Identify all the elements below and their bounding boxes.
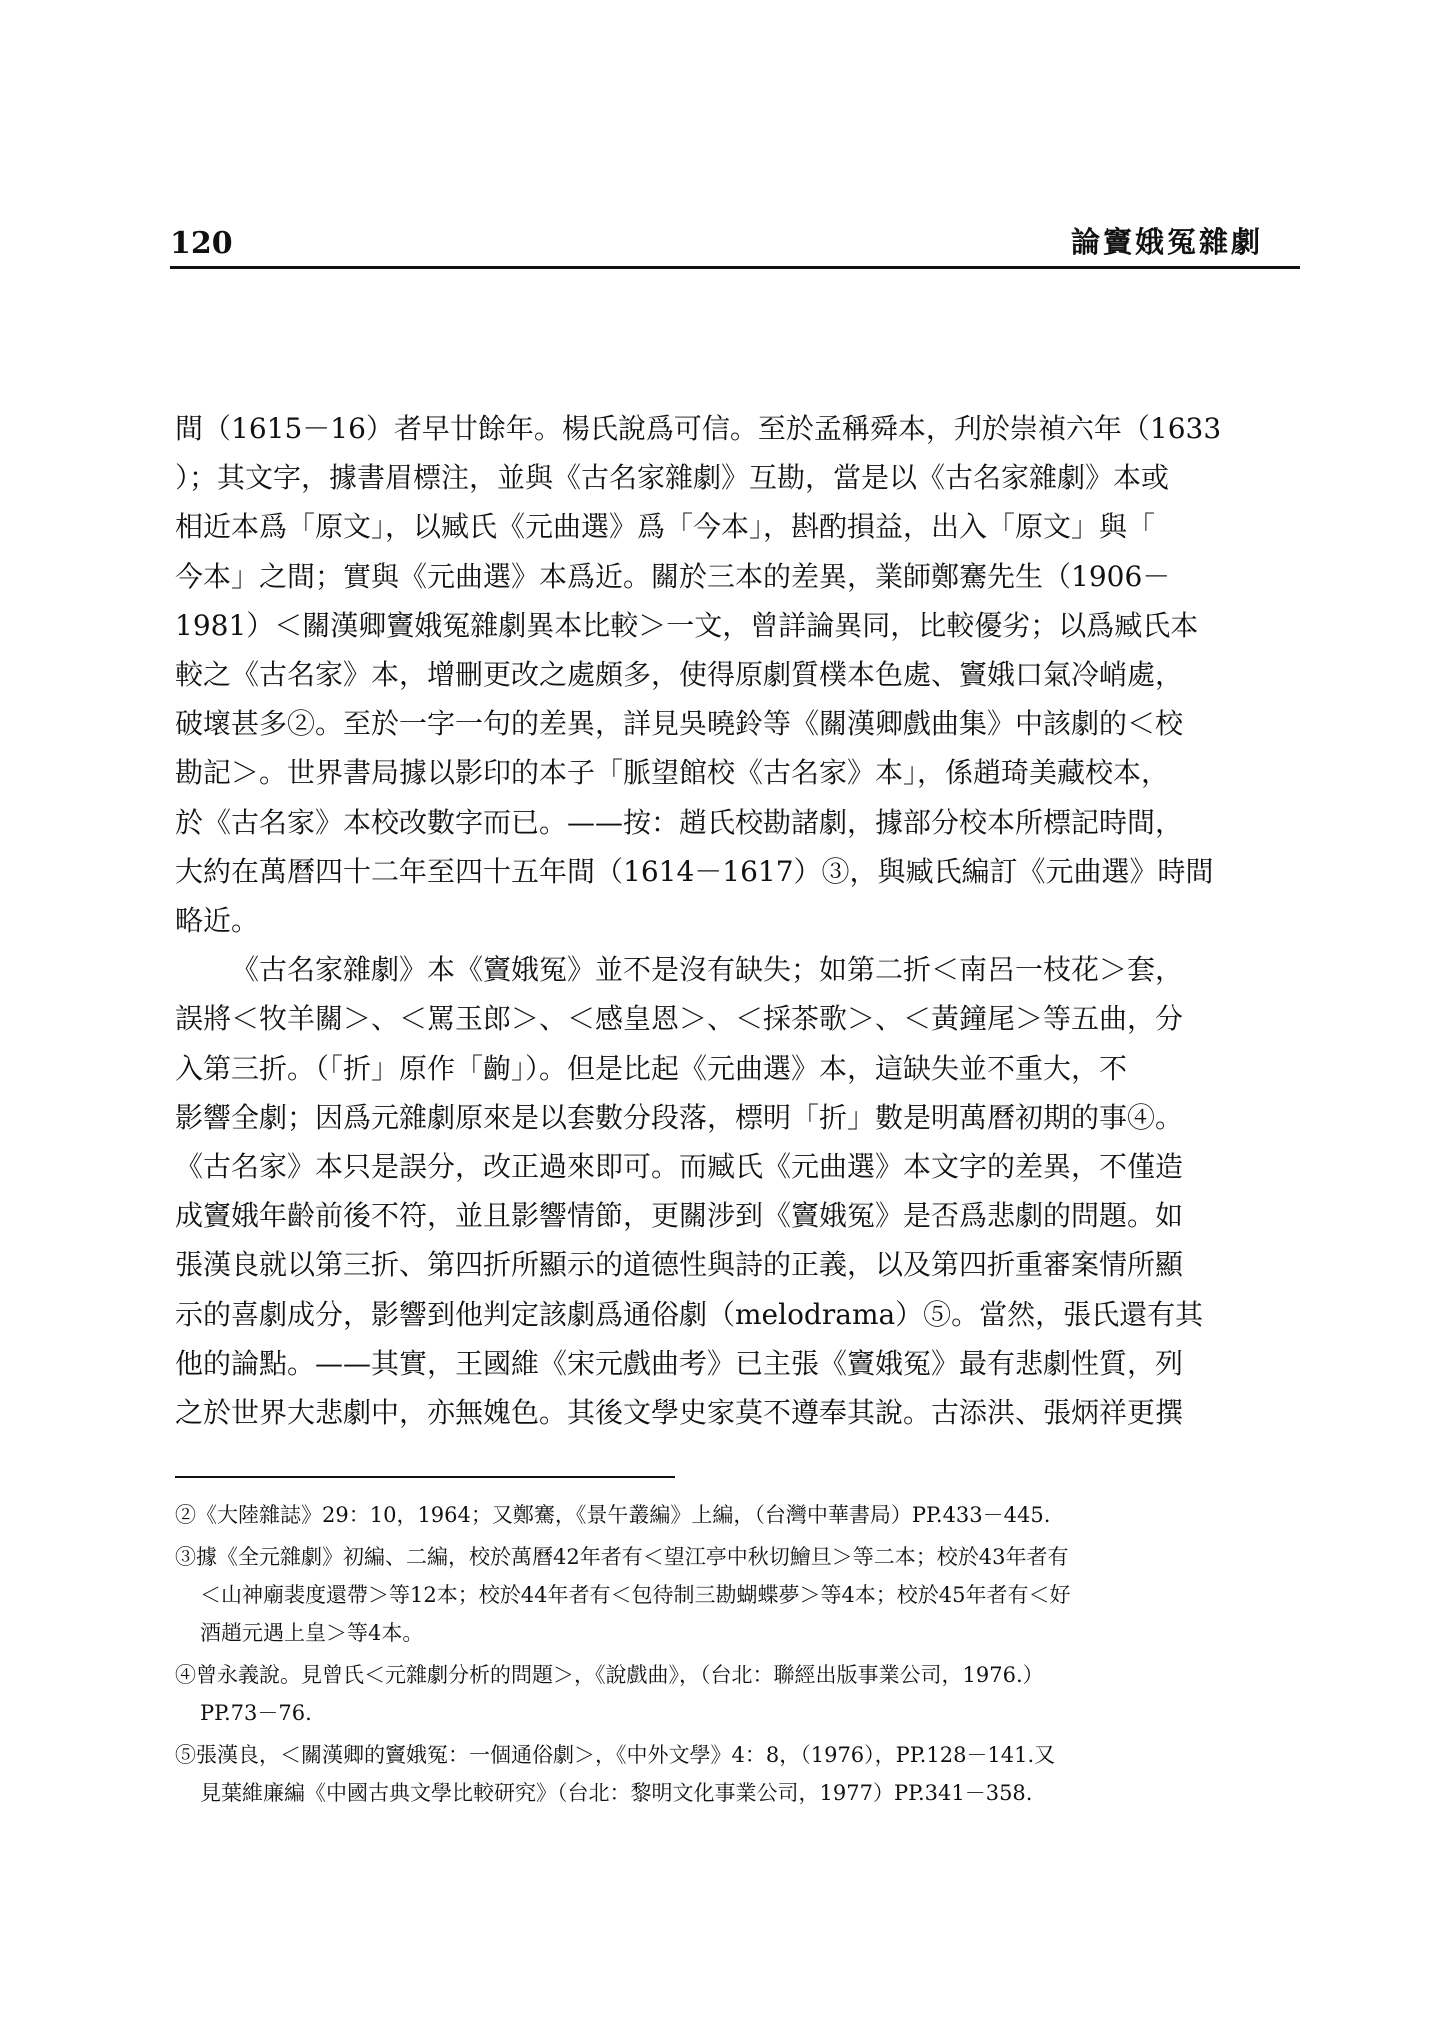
text-line: ）；其文字，據書眉標注，並與《古名家雜劇》互勘，當是以《古名家雜劇》本或 <box>175 461 1170 495</box>
text-line: 影響全劇；因爲元雜劇原來是以套數分段落，標明「折」數是明萬曆初期的事④。 <box>175 1100 1184 1134</box>
text-line: 之於世界大悲劇中，亦無媿色。其後文學史家莫不遵奉其說。古添洪、張炳祥更撰 <box>175 1396 1184 1430</box>
footnote-rule <box>175 1476 675 1478</box>
text-line: 1981）＜關漢卿竇娥冤雜劇異本比較＞一文，曾詳論異同，比較優劣；以爲臧氏本 <box>175 608 1199 642</box>
text-line: 《古名家雜劇》本《竇娥冤》並不是沒有缺失；如第二折＜南呂一枝花＞套， <box>231 953 1184 987</box>
footnote-2 <box>175 1496 1275 1534</box>
footnote-line: 酒趙元遇上皇＞等4本。 <box>200 1621 424 1645</box>
footnote-line: ③據《全元雜劇》初編、二編，校於萬曆42年者有＜望江亭中秋切鱠旦＞等二本；校於43年者有 <box>175 1545 1069 1569</box>
text-line: 破壞甚多②。至於一字一句的差異，詳見吳曉鈴等《關漢卿戲曲集》中該劇的＜校 <box>175 707 1184 741</box>
paragraph-1 <box>175 404 1250 945</box>
text-line: 勘記＞。世界書局據以影印的本子「脈望館校《古名家》本」，係趙琦美藏校本， <box>175 756 1170 790</box>
text-line: 他的論點。——其實，王國維《宋元戲曲考》已主張《竇娥冤》最有悲劇性質，列 <box>175 1346 1184 1380</box>
header-rule <box>170 266 1300 269</box>
footnotes <box>175 1496 1275 1816</box>
footnote-4 <box>175 1656 1275 1732</box>
footnote-line: ④曾永義說。見曾氏＜元雜劇分析的問題＞，《說戲曲》，（台北：聯經出版事業公司，1976.） <box>175 1663 1044 1687</box>
footnote-line: ⑤張漢良，＜關漢卿的竇娥冤：一個通俗劇＞，《中外文學》4：8，（1976），PP.128－141.又 <box>175 1743 1056 1767</box>
running-title: 論竇娥冤雜劇 <box>1070 225 1263 259</box>
text-line: 成竇娥年齡前後不符，並且影響情節，更關涉到《竇娥冤》是否爲悲劇的問題。如 <box>175 1199 1184 1233</box>
footnote-3 <box>175 1538 1275 1652</box>
text-line: 略近。 <box>175 904 260 938</box>
page-number: 120 <box>170 226 233 261</box>
text-line: 間（1615－16）者早廿餘年。楊氏說爲可信。至於孟稱舜本，刋於崇禎六年（1633 <box>175 412 1222 445</box>
text-line: 《古名家》本只是誤分，改正過來即可。而臧氏《元曲選》本文字的差異，不僅造 <box>175 1150 1184 1184</box>
text-line: 今本」之間；實與《元曲選》本爲近。關於三本的差異，業師鄭騫先生（1906－ <box>175 559 1171 593</box>
footnote-5 <box>175 1736 1275 1812</box>
text-line: 示的喜劇成分，影響到他判定該劇爲通俗劇（melodrama）⑤。當然，張氏還有其 <box>175 1297 1204 1331</box>
footnote-line: 見葉維廉編《中國古典文學比較研究》（台北：黎明文化事業公司，1977）PP.341－358. <box>200 1781 1033 1805</box>
text-line: 較之《古名家》本，增刪更改之處頗多，使得原劇質樸本色處、竇娥口氣冷峭處， <box>175 658 1184 692</box>
text-line: 大約在萬曆四十二年至四十五年間（1614－1617）③，與臧氏編訂《元曲選》時間 <box>175 854 1214 888</box>
footnote-line: PP.73－76. <box>200 1701 312 1725</box>
paragraph-2 <box>175 945 1250 1437</box>
footnote-line: ＜山神廟裴度還帶＞等12本；校於44年者有＜包待制三勘蝴蝶夢＞等4本；校於45年者有＜好 <box>200 1583 1071 1607</box>
body-text <box>175 404 1250 1437</box>
text-line: 張漢良就以第三折、第四折所顯示的道德性與詩的正義，以及第四折重審案情所顯 <box>175 1248 1184 1282</box>
text-line: 於《古名家》本校改數字而已。——按：趙氏校勘諸劇，據部分校本所標記時間， <box>175 805 1184 839</box>
text-line: 相近本爲「原文」，以臧氏《元曲選》爲「今本」，斟酌損益，出入「原文」與「 <box>175 510 1156 544</box>
text-line: 入第三折。（「折」原作「齣」）。但是比起《元曲選》本，這缺失並不重大，不 <box>175 1051 1128 1085</box>
text-line: 誤將＜牧羊關＞、＜罵玉郎＞、＜感皇恩＞、＜採茶歌＞、＜黃鐘尾＞等五曲，分 <box>175 1002 1184 1036</box>
footnote-line: ②《大陸雜誌》29：10，1964；又鄭騫，《景午叢編》上編，（台灣中華書局）PP.433－445. <box>175 1503 1051 1527</box>
